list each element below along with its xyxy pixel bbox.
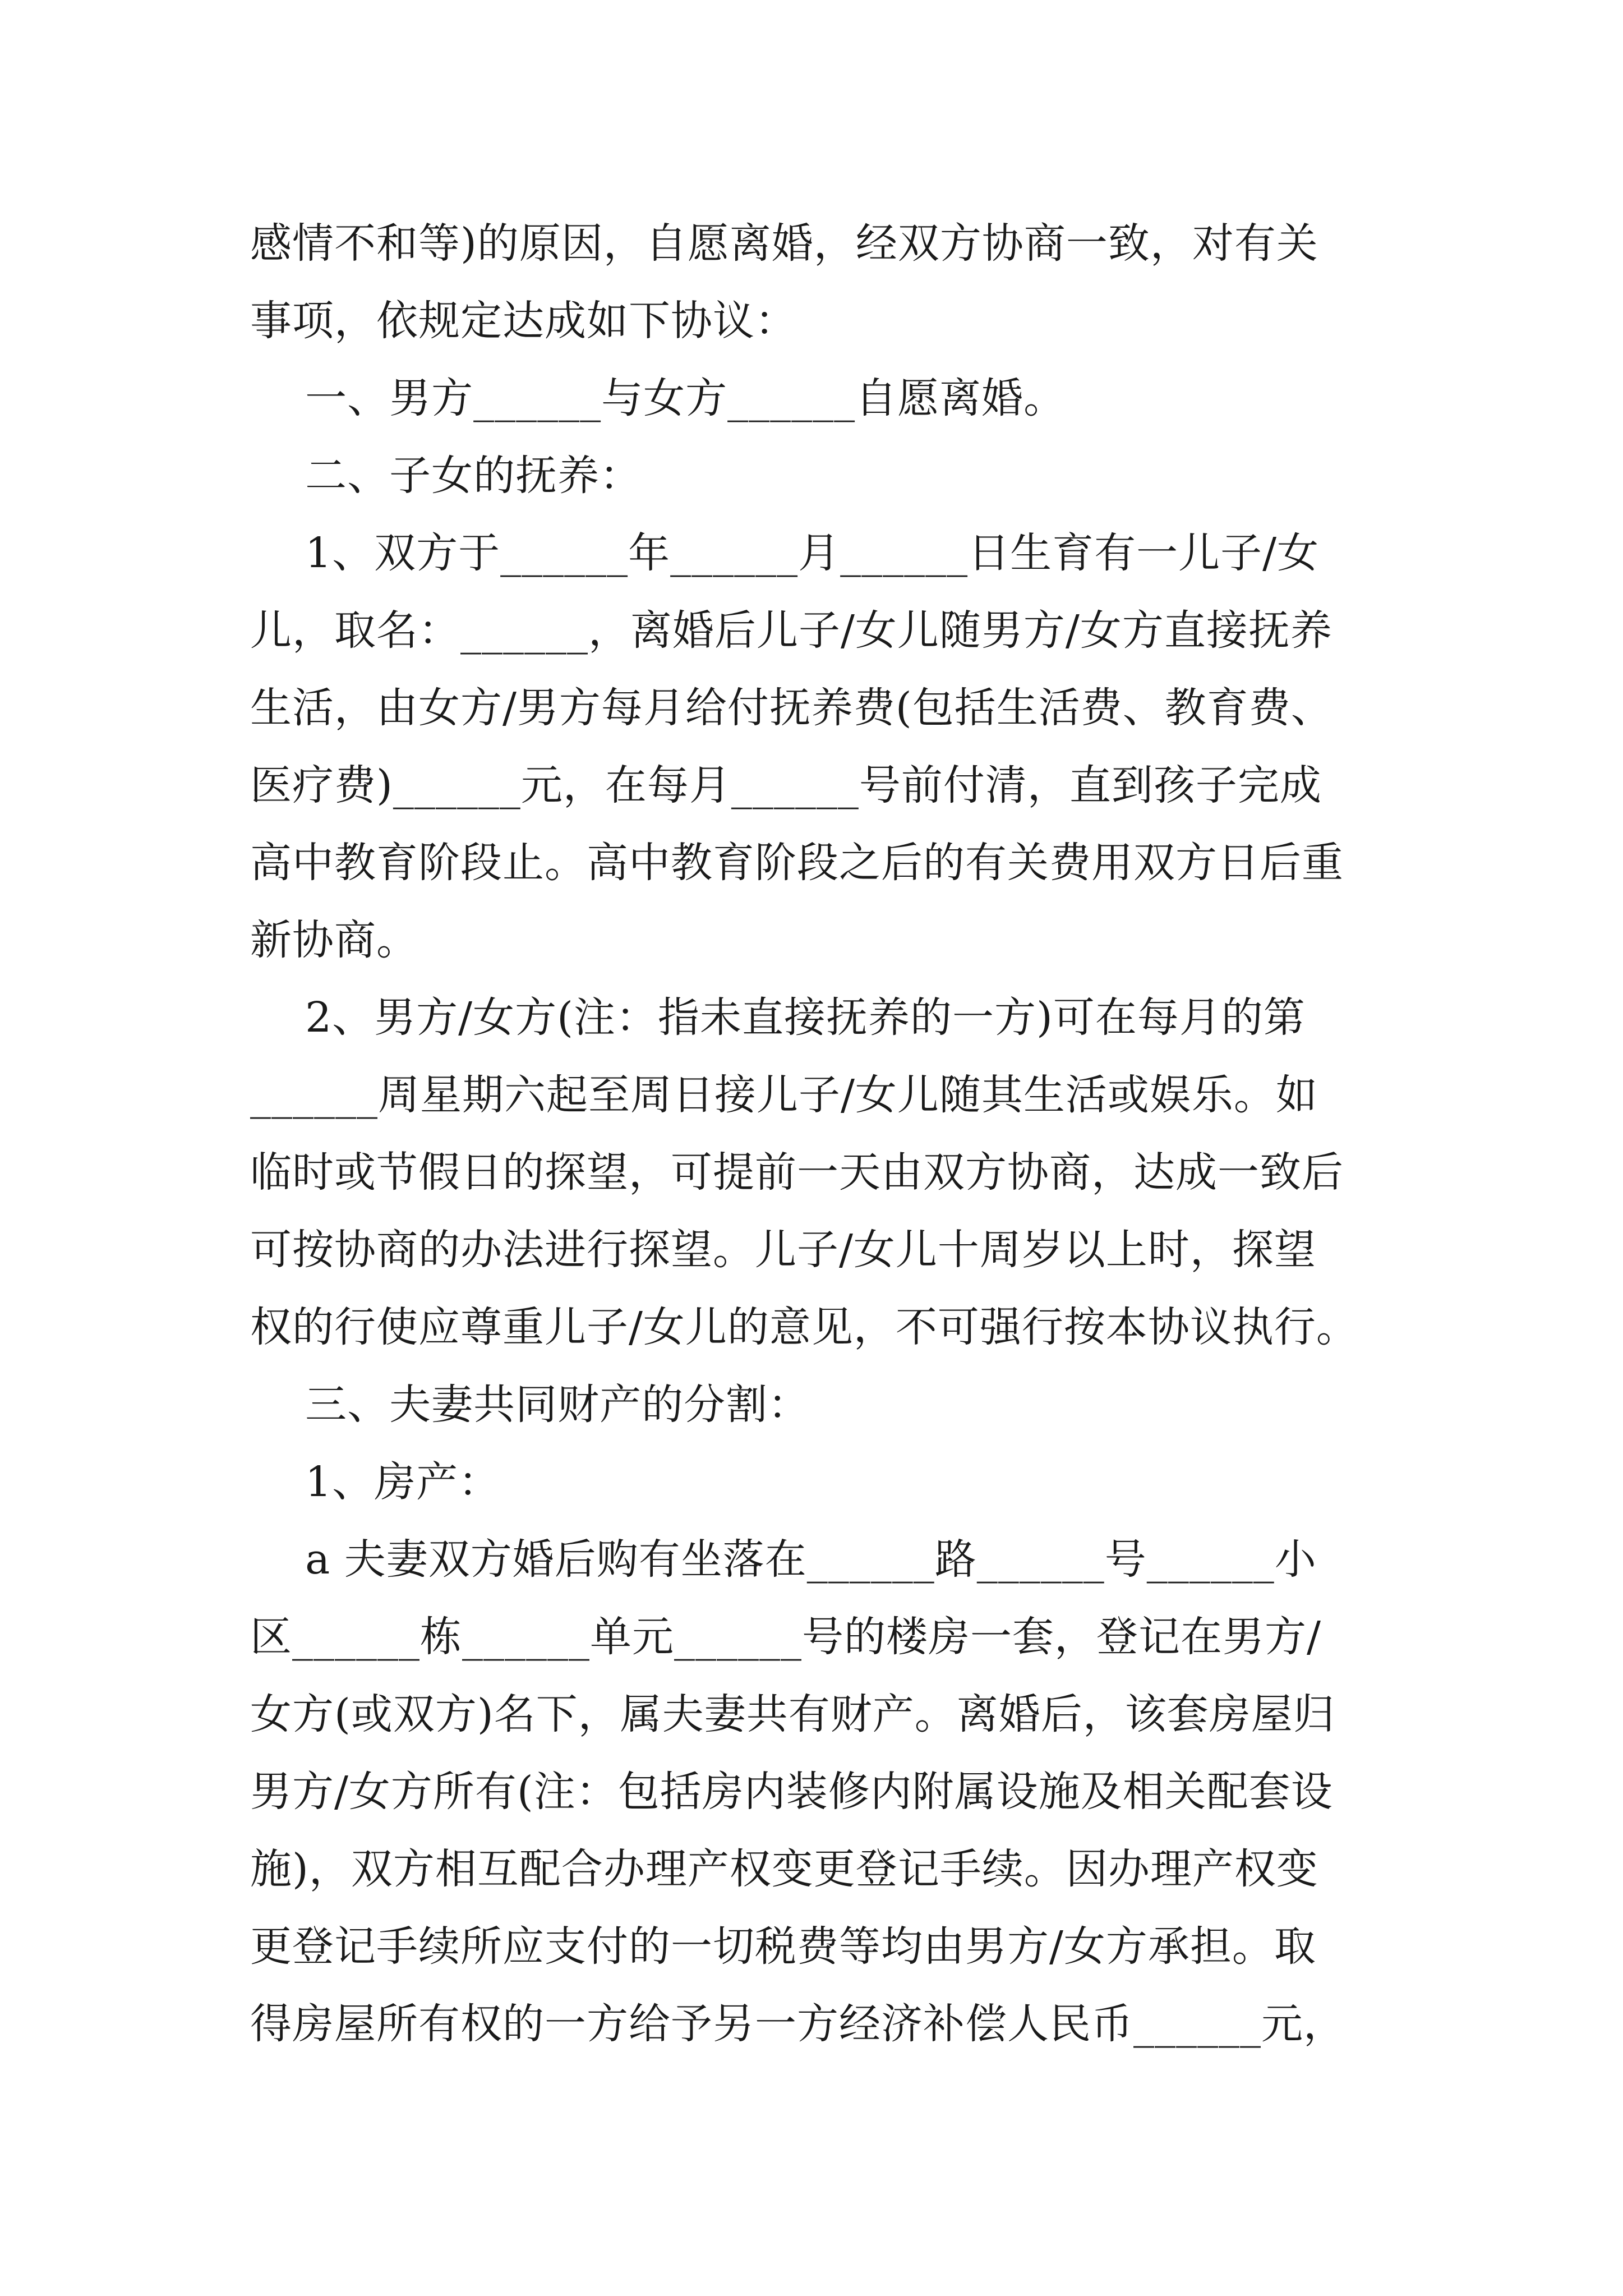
text-line: 三、夫妻共同财产的分割： — [250, 1381, 810, 1429]
text-line: 得房屋所有权的一方给予另一方经济补偿人民币______元， — [250, 2000, 1345, 2048]
text-line: 权的行使应尊重儿子/女儿的意见，不可强行按本协议执行。 — [250, 1303, 1358, 1351]
text-line: ______周星期六起至周日接儿子/女儿随其生活或娱乐。如 — [250, 1071, 1318, 1119]
text-line: 男方/女方所有(注：包括房内装修内附属设施及相关配套设 — [250, 1768, 1333, 1816]
text-line: 施)，双方相互配合办理产权变更登记手续。因办理产权变 — [250, 1845, 1318, 1893]
text-line: 生活，由女方/男方每月给付抚养费(包括生活费、教育费、 — [250, 684, 1333, 732]
text-line: 可按协商的办法进行探望。儿子/女儿十周岁以上时，探望 — [250, 1226, 1316, 1274]
text-line: 女方(或双方)名下，属夫妻共有财产。离婚后，该套房屋归 — [250, 1690, 1335, 1738]
text-line: 新协商。 — [250, 916, 418, 964]
text-line: 更登记手续所应支付的一切税费等均由男方/女方承担。取 — [250, 1922, 1316, 1971]
text-line: 高中教育阶段止。高中教育阶段之后的有关费用双方日后重 — [250, 839, 1344, 887]
text-line: 事项，依规定达成如下协议： — [250, 297, 797, 345]
text-line: a 夫妻双方婚后购有坐落在______路______号______小 — [250, 1535, 1317, 1584]
text-line: 临时或节假日的探望，可提前一天由双方协商，达成一致后 — [250, 1148, 1344, 1197]
text-line: 区______栋______单元______号的楼房一套，登记在男方/ — [250, 1613, 1321, 1661]
text-line: 感情不和等)的原因，自愿离婚，经双方协商一致，对有关 — [250, 219, 1318, 268]
text-line: 1、房产： — [250, 1458, 501, 1506]
text-line: 2、男方/女方(注：指未直接抚养的一方)可在每月的第 — [250, 993, 1306, 1042]
text-line: 一、男方______与女方______自愿离婚。 — [250, 374, 1066, 422]
text-line: 1、双方于______年______月______日生育有一儿子/女 — [250, 529, 1320, 577]
text-line: 医疗费)______元，在每月______号前付清，直到孩子完成 — [250, 761, 1322, 809]
text-line: 二、子女的抚养： — [250, 452, 642, 500]
text-line: 儿，取名：______，离婚后儿子/女儿随男方/女方直接抚养 — [250, 606, 1332, 655]
